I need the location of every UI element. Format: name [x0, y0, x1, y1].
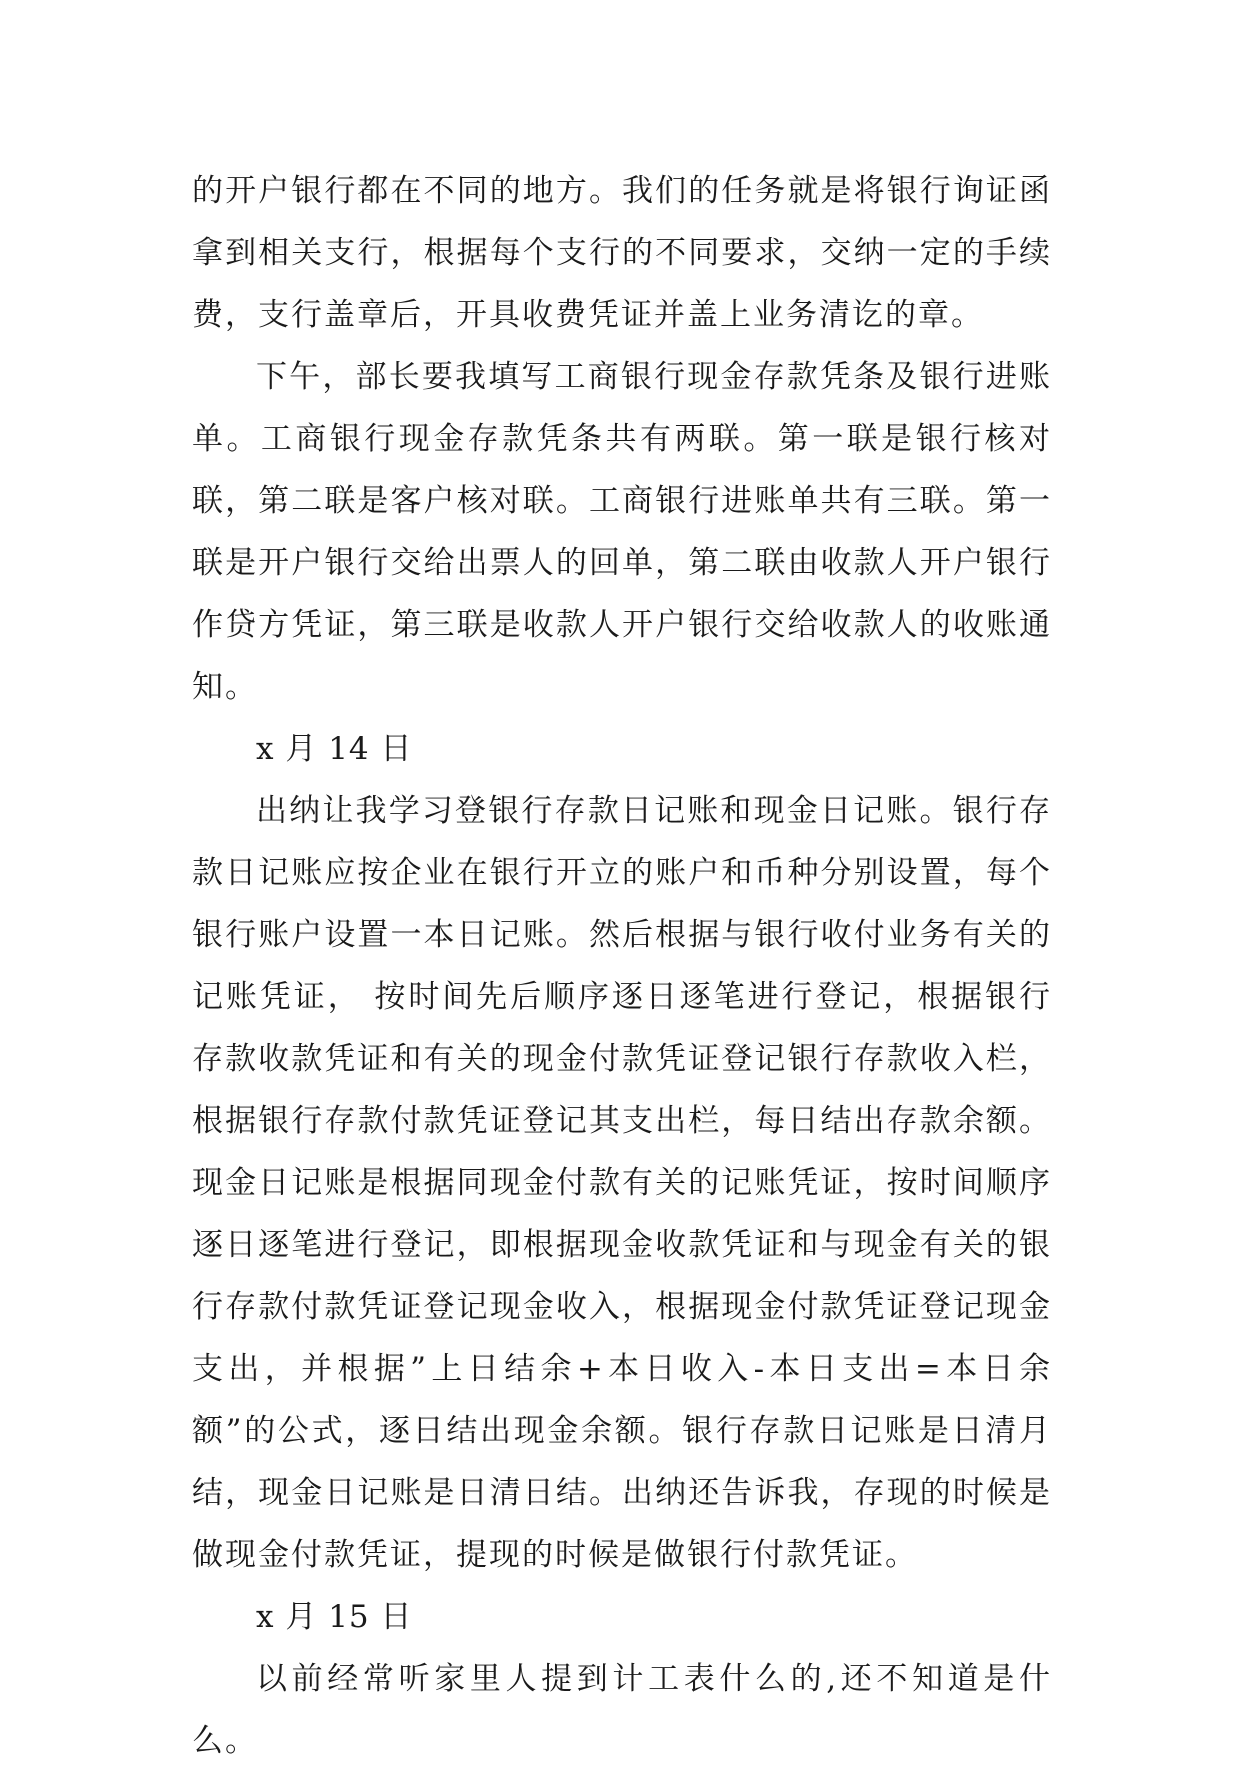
paragraph-cash-journal: 出纳让我学习登银行存款日记账和现金日记账。银行存款日记账应按企业在银行开立的账户和币种分别设置，每个银行账户设置一本日记账。然后根据与银行收付业务有关的记账凭证， 按时间先后顺序逐日逐笔进行登记，根据银行存款收款凭证和有关的现金付款凭证登记银行存款收入栏，根据银行存款付款凭证登记其支出栏，每日结出存款余额。现金日记账是根据同现金付款有关的记账凭证，按时间顺序逐日逐笔进行登记，即根据现金收款凭证和与现金有关的银行存款付款凭证登记现金收入，根据现金付款凭证登记现金支出，并根据”上日结余+本日收入-本日支出=本日余额”的公式，逐日结出现金余额。银行存款日记账是日清月结，现金日记账是日清日结。出纳还告诉我，存现的时候是做现金付款凭证，提现的时候是做银行付款凭证。: [192, 793, 1052, 1573]
date-heading-15: x 月 15 日: [256, 1599, 413, 1635]
paragraph-afternoon-bank-slips: 下午，部长要我填写工商银行现金存款凭条及银行进账单。工商银行现金存款凭条共有两联。第一联是银行核对联，第二联是客户核对联。工商银行进账单共有三联。第一联是开户银行交给出票人的回单，第二联由收款人开户银行作贷方凭证，第三联是收款人开户银行交给收款人的收账通知。: [192, 359, 1052, 705]
paragraph-continued: 的开户银行都在不同的地方。我们的任务就是将银行询证函拿到相关支行，根据每个支行的不同要求，交纳一定的手续费，支行盖章后，开具收费凭证并盖上业务清讫的章。: [192, 173, 1052, 333]
date-heading-14: x 月 14 日: [256, 731, 413, 767]
paragraph-timesheet: 以前经常听家里人提到计工表什么的,还不知道是什么。: [192, 1661, 1052, 1759]
document-body: [192, 160, 1052, 1772]
